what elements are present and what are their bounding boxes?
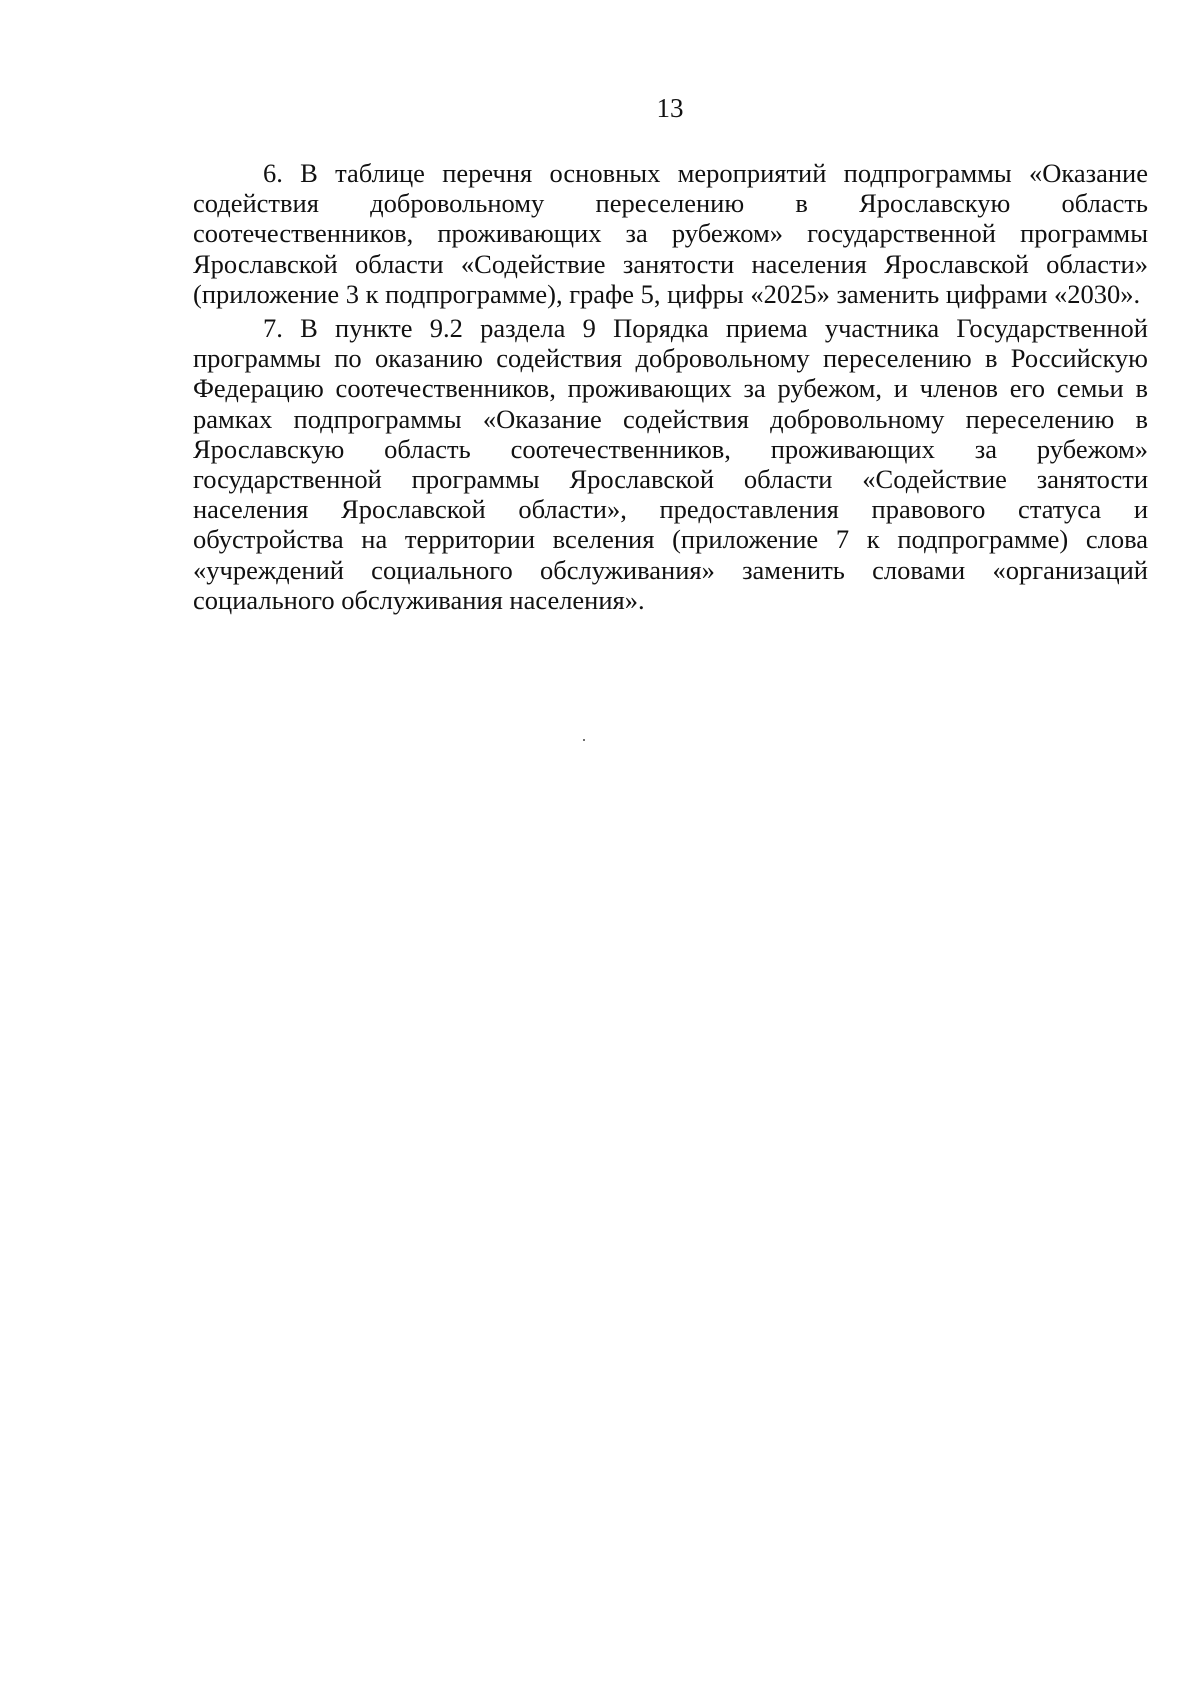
page-number: 13: [656, 93, 684, 123]
paragraph-item-7: 7. В пункте 9.2 раздела 9 Порядка приема участника Государственной программы по оказанию содействия добровольному переселению в Российскую Федерацию соотечественников, проживающих за рубежом, и членов его семьи в рамках подпрограммы «Оказание содействия добровольному переселению в Ярославскую область соотечественников, проживающих за рубежом» государственной программы Ярославской области «Содействие занятости населения Ярославской области», предоставления правового статуса и обустройства на территории вселения (приложение 7 к подпрограмме) слова «учреждений социального обслуживания» заменить словами «организаций социального обслуживания населения».: [193, 313, 1148, 615]
document-body: [193, 158, 1148, 615]
paragraph-item-6: 6. В таблице перечня основных мероприятий подпрограммы «Оказание содействия добровольному переселению в Ярославскую область соотечественников, проживающих за рубежом» государственной программы Ярославской области «Содействие занятости населения Ярославской области» (приложение 3 к подпрограмме), графе 5, цифры «2025» заменить цифрами «2030».: [193, 158, 1148, 309]
scan-speck: [583, 739, 585, 741]
